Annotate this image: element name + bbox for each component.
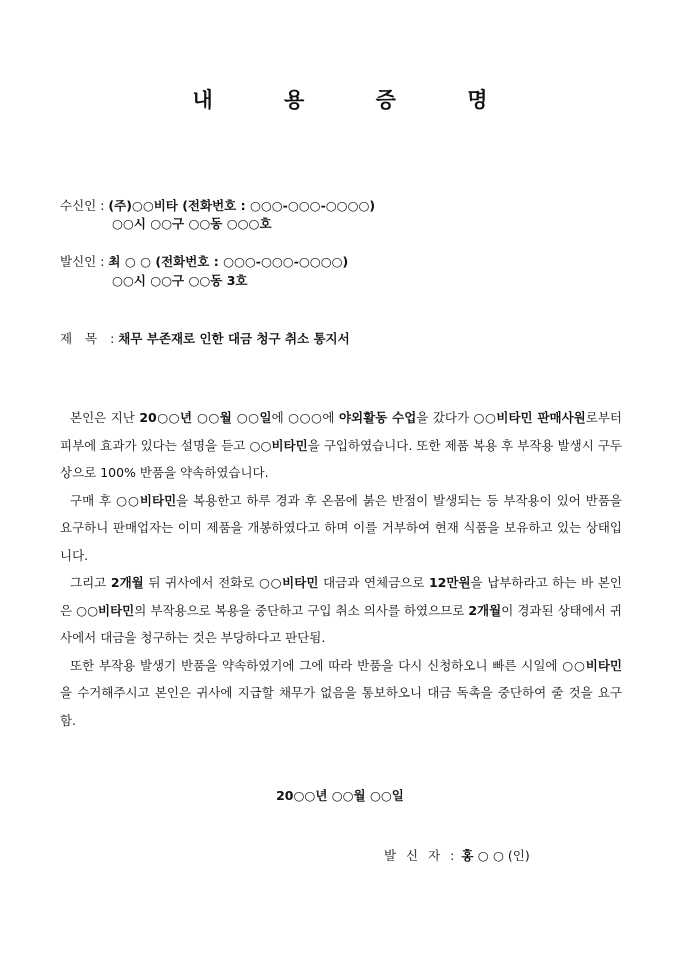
letter-date: 20○○년 ○○월 ○○일 [276, 788, 404, 803]
body-paragraph [60, 569, 622, 652]
sender-name: 최 ○ ○ (전화번호 : ○○○-○○○-○○○○) [108, 254, 349, 269]
emphasis-text: ○○비타민 [258, 575, 319, 590]
emphasis-text: 2개월 [468, 602, 502, 618]
sender-address: ○○시 ○○구 ○○동 3호 [112, 273, 248, 288]
body-text-run: 을 납부하라고 하는 바 본인은 [60, 575, 622, 618]
emphasis-text: ○○비타민 [116, 492, 177, 508]
signature-name: 홍 ○ ○ [461, 848, 504, 863]
emphasis-text: 12만원 [428, 575, 471, 590]
body-text-run: 을 수거해주시고 본인은 귀사에 지급할 채무가 없음을 통보하오니 대금 독촉을 중단하여 줄 것을 요구함. [60, 685, 622, 728]
signature-line [384, 846, 530, 864]
body-text-run: 을 구입하였습니다. 또한 제품 복용 후 부작용 발생시 구두상으로 100% 반품을 약속하였습니다. [60, 437, 622, 480]
signature-label: 발 신 자 : [384, 848, 458, 863]
body-text-run: 을 복용한고 하루 경과 후 온몸에 붉은 반점이 발생되는 등 부작용이 있어 반품을 요구하니 판매업자는 이미 제품을 개봉하였다고 하며 이를 거부하여 현재 식품을 보유하고 있는 상태입니다. [60, 492, 622, 563]
emphasis-text: ○○비타민 판매사원 [473, 410, 586, 425]
body-text-run: 로부터 피부에 효과가 있다는 설명을 듣고 [60, 410, 622, 453]
subject-row [60, 329, 350, 347]
recipient-row [60, 196, 375, 214]
body-text-run: 이 경과된 상태에서 귀사에서 대금을 청구하는 것은 부당하다고 판단됨. [60, 602, 622, 645]
body-paragraph [60, 487, 622, 570]
body-text-run: 대금과 연체금으로 [318, 575, 429, 590]
emphasis-text: 야외활동 수업 [338, 410, 417, 425]
body-text-run: 또한 부작용 발생기 반품을 약속하였기에 그에 따라 반품을 다시 신청하오니 빠른 시일에 [70, 657, 563, 673]
subject-text: 채무 부존재로 인한 대금 청구 취소 통지서 [118, 331, 350, 346]
document-title: 내 용 증 명 [192, 87, 520, 112]
sender-label: 발신인 : [60, 254, 105, 269]
emphasis-text: 2개월 [110, 575, 144, 590]
body-paragraph [60, 652, 622, 735]
body-text-run: 의 부작용으로 복용을 중단하고 구입 취소 의사를 하였으므로 [134, 602, 469, 618]
subject-label: 제 목 : [60, 331, 115, 346]
emphasis-text: 20○○년 ○○월 ○○일 [139, 410, 272, 425]
sender-row [60, 252, 348, 270]
signature-seal: (인) [507, 848, 530, 863]
body-text-run: 구매 후 [70, 492, 117, 508]
body-text-run: 을 갔다가 [416, 410, 474, 425]
recipient-name: (주)○○비타 (전화번호 : ○○○-○○○-○○○○) [108, 198, 376, 213]
body-text-run: 에 ○○○에 [271, 410, 339, 425]
body-text-run: 뒤 귀사에서 전화로 [143, 575, 259, 590]
body-text-run: 본인은 지난 [70, 410, 140, 425]
emphasis-text: ○○비타민 [249, 437, 308, 453]
recipient-address: ○○시 ○○구 ○○동 ○○○호 [112, 216, 272, 231]
recipient-label: 수신인 : [60, 198, 105, 213]
emphasis-text: ○○비타민 [562, 657, 622, 673]
emphasis-text: ○○비타민 [76, 602, 135, 618]
body-paragraph [60, 404, 622, 487]
letter-body [60, 404, 622, 734]
body-text-run: 그리고 [70, 575, 111, 590]
